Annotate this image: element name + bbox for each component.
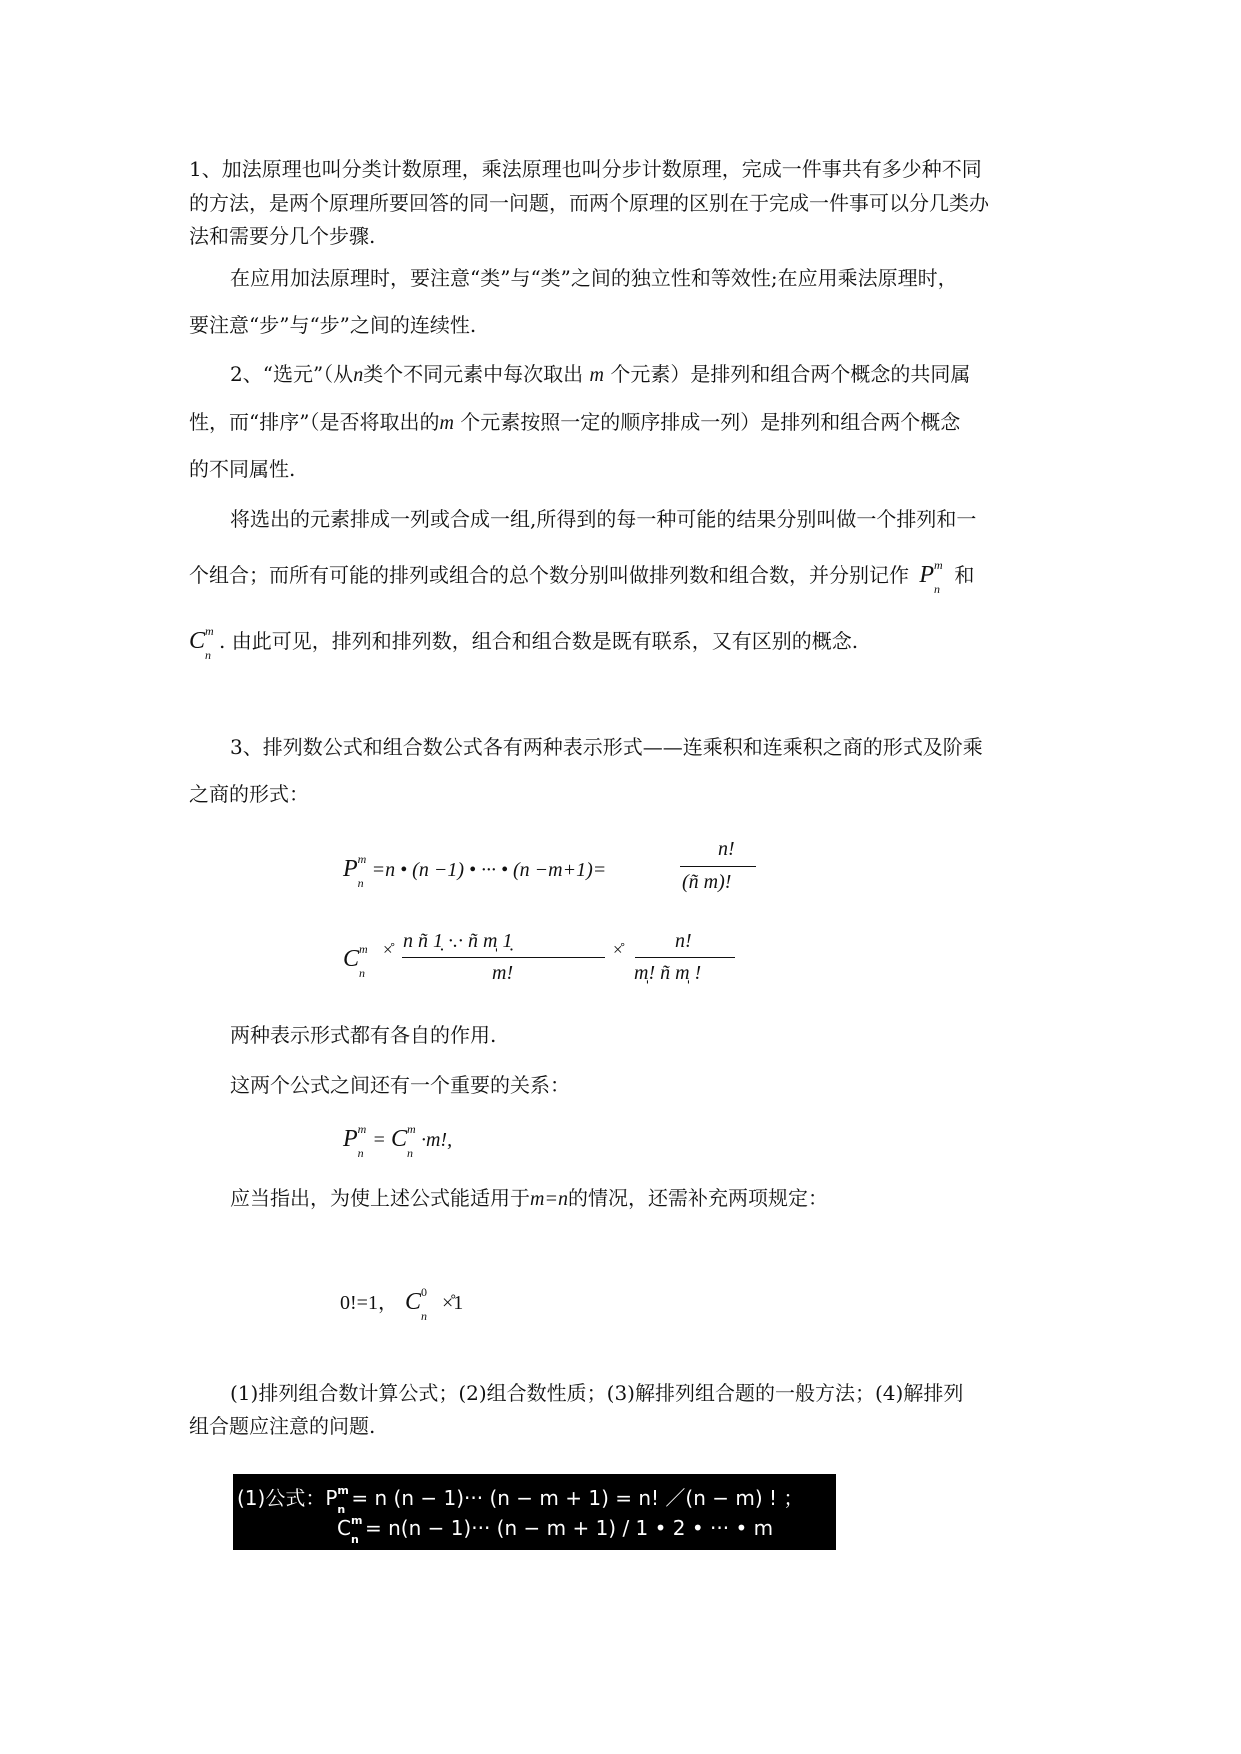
para5-line1: 3、排列数公式和组合数公式各有两种表示形式——连乘积和连乘积之商的形式及阶乘 xyxy=(230,735,983,759)
formula-numerator: n ñ 1̣ ·.· ñ m̩ 1̣ xyxy=(403,930,513,952)
text-note: 应当指出，为使上述公式能适用于m=n的情况，还需补充两项规定： xyxy=(230,1186,828,1210)
para5-line2: 之商的形式： xyxy=(189,782,309,806)
formula-denominator: m! xyxy=(492,962,514,984)
para3-line1: 2、“选元”（从n类个不同元素中每次取出 m 个元素）是排列和组合两个概念的共同属 xyxy=(230,362,971,386)
para2-line1: 在应用加法原理时，要注意“类”与“类”之间的独立性和等效性;在应用乘法原理时， xyxy=(230,266,958,290)
formula-rules: 0!=1， C 0 n ×̊1 xyxy=(340,1285,464,1323)
text-relation: 这两个公式之间还有一个重要的关系： xyxy=(230,1073,570,1097)
para1-line2: 的方法，是两个原理所要回答的同一问题，而两个原理的区别在于完成一件事可以分几类办 xyxy=(189,191,989,215)
formula-numerator: n! xyxy=(718,838,735,860)
para4-line2: 个组合；而所有可能的排列或组合的总个数分别叫做排列数和组合数，并分别记作 P m n 和 xyxy=(189,558,975,596)
formula-C-symbol: C m n xyxy=(343,942,368,980)
para6-line2: 组合题应注意的问题. xyxy=(189,1414,376,1438)
fraction-bar xyxy=(680,866,756,867)
formula-box xyxy=(233,1474,836,1550)
formula-denominator: m̩! ñ m̩ ! xyxy=(634,962,702,984)
formula-box-line2: C m n = n(n − 1)··· (n − m + 1) / 1 • 2 • ··· • m xyxy=(337,1514,774,1546)
formula-denominator: (ñ m)! xyxy=(682,871,732,893)
para1-line3: 法和需要分几个步骤. xyxy=(189,224,376,248)
para4-line1: 将选出的元素排成一列或合成一组,所得到的每一种可能的结果分别叫做一个排列和一 xyxy=(230,507,977,531)
para2-line2: 要注意“步”与“步”之间的连续性. xyxy=(189,313,477,337)
para3-line2: 性，而“排序”（是否将取出的m 个元素按照一定的顺序排成一列）是排列和组合两个概念 xyxy=(189,410,961,434)
permutation-symbol: P m n xyxy=(919,558,943,596)
combination-symbol: C m n xyxy=(189,624,214,662)
formula-product: =n • (n −1) • ··· • (n −m+1)= xyxy=(371,859,607,881)
formula-numerator: n! xyxy=(675,930,692,952)
formula-relation: P m n = C m n ·m!, xyxy=(343,1122,453,1160)
fraction-bar xyxy=(402,957,605,958)
document-page: 1、加法原理也叫分类计数原理，乘法原理也叫分步计数原理，完成一件事共有多少种不同 的方法，是两个原理所要回答的同一问题，而两个原理的区别在于完成一件事可以分几类办 法和需要分几个步骤. 在应用加法原理时，要注意“类”与“类”之间的独立性和等效性;在应用乘法原理时， 要注意“步”与“步”之间的连续性. 2、“选元”（从n类个不同元素中每次取出 m 个元素）是排列和组合两个概念的共同属 性，而“排序”（是否将取出的m 个元素按照一定的顺序排成一列）是排列和组合两个概念 的不同属性. 将选出的元素排成一列或合成一组,所得到的每一种可能的结果分别叫做一个排列和一 个组合；而所有可能的排列或组合的总个数分别叫做排列数和组合数，并分别记作 P m n 和 C m n . 由此可见，排列和排列数，组合和组合数是既有联系，又有区别的概念. 3、排列数公式和组合数公式各有两种表示形式——连乘积和连乘积之商的形式及阶乘 之商的形式： P m n =n • (n −1) • ··· • (n −m+1)= n! (ñ m)! C m n ×̊ n ñ 1̣ ·.· ñ m̩ 1̣ m! ×̊ n! m̩! ñ m̩ ! 两种表示形式都有各自的作用. 这两个公式之间还有一个重要的关系： P m n = C m n ·m!, 应当指出，为使上述公式能适用于m=n的情况，还需补充两项规定： 0!=1， C 0 n ×̊1 (1)排列组合数计算公式；(2)组合数性质；(3)解排列组合题的一般方法；(4)解排列 组合题应注意的问题. (1)公式：P m n = n (n − 1)··· (n − m + 1) = n! ／(n − m) ! ； C m n = n(n − 1)··· (n − m + 1) / 1 • 2 • ··· • m xyxy=(0,0,1241,1754)
formula-box-line1: (1)公式：P m n = n (n − 1)··· (n − m + 1) = n! ／(n − m) ! ； xyxy=(237,1484,804,1516)
formula-P-symbol: P m n xyxy=(343,852,367,890)
text-two-forms: 两种表示形式都有各自的作用. xyxy=(230,1023,497,1047)
fraction-bar xyxy=(635,957,735,958)
para6-line1: (1)排列组合数计算公式；(2)组合数性质；(3)解排列组合题的一般方法；(4)解排列 xyxy=(230,1381,964,1405)
para4-line3: C m n . 由此可见，排列和排列数，组合和组合数是既有联系，又有区别的概念. xyxy=(189,624,859,662)
para3-line3: 的不同属性. xyxy=(189,457,296,481)
para1-line1: 1、加法原理也叫分类计数原理，乘法原理也叫分步计数原理，完成一件事共有多少种不同 xyxy=(189,157,982,181)
